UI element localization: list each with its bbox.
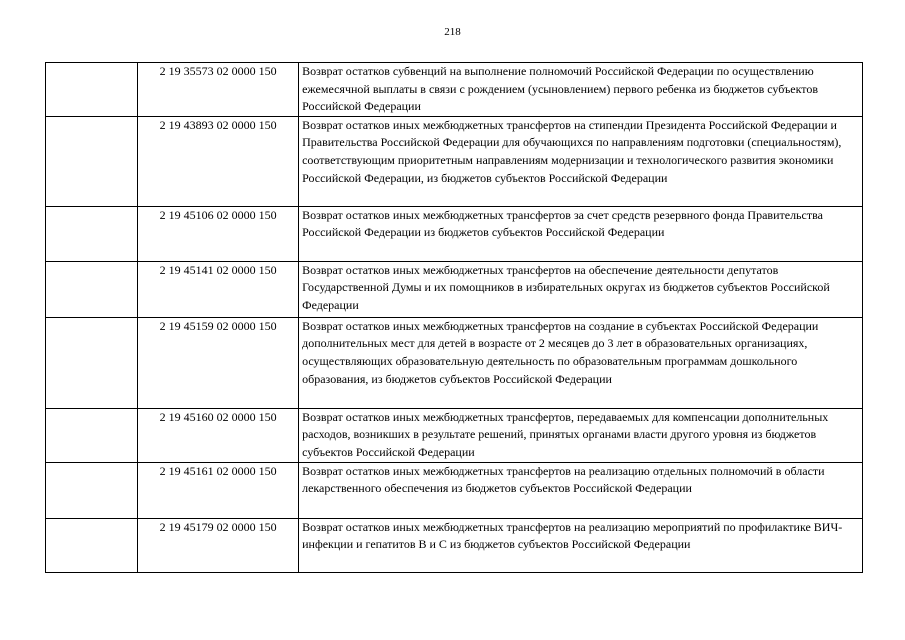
description-cell: Возврат остатков иных межбюджетных трансфертов на обеспечение деятельности депутатов Государственной Думы и их помощников в избирательных округах из бюджетов субъектов Российской Федерации [299, 261, 863, 317]
description-cell: Возврат остатков субвенций на выполнение полномочий Российской Федерации по осуществлению ежемесячной выплаты в связи с рождением (усыновлением) первого ребенка из бюджетов субъектов Российской Федерации [299, 63, 863, 117]
budget-code-table [45, 62, 863, 573]
table-row [46, 408, 863, 462]
table-row [46, 462, 863, 518]
budget-code-cell: 2 19 45160 02 0000 150 [138, 408, 299, 462]
description-cell: Возврат остатков иных межбюджетных трансфертов на реализацию мероприятий по профилактике ВИЧ-инфекции и гепатитов B и C из бюджетов субъектов Российской Федерации [299, 518, 863, 572]
table-row [46, 206, 863, 261]
empty-cell [46, 261, 138, 317]
budget-code-cell: 2 19 43893 02 0000 150 [138, 116, 299, 206]
description-cell: Возврат остатков иных межбюджетных трансфертов, передаваемых для компенсации дополнительных расходов, возникших в результате решений, принятых органами власти другого уровня из бюджетов субъектов Российской Федерации [299, 408, 863, 462]
table-row [46, 63, 863, 117]
empty-cell [46, 63, 138, 117]
empty-cell [46, 317, 138, 408]
empty-cell [46, 206, 138, 261]
budget-code-cell: 2 19 35573 02 0000 150 [138, 63, 299, 117]
empty-cell [46, 462, 138, 518]
budget-code-cell: 2 19 45141 02 0000 150 [138, 261, 299, 317]
budget-code-cell: 2 19 45106 02 0000 150 [138, 206, 299, 261]
empty-cell [46, 408, 138, 462]
empty-cell [46, 116, 138, 206]
table-row [46, 317, 863, 408]
description-cell: Возврат остатков иных межбюджетных трансфертов за счет средств резервного фонда Правительства Российской Федерации из бюджетов субъектов Российской Федерации [299, 206, 863, 261]
page-number: 218 [444, 26, 461, 38]
description-cell: Возврат остатков иных межбюджетных трансфертов на стипендии Президента Российской Федерации и Правительства Российской Федерации для обучающихся по направлениям подготовки (специальностям), соответствующим приоритетным направлениям модернизации и технологического развития экономики Российской Федерации, из бюджетов субъектов Российской Федерации [299, 116, 863, 206]
description-cell: Возврат остатков иных межбюджетных трансфертов на создание в субъектах Российской Федерации дополнительных мест для детей в возрасте от 2 месяцев до 3 лет в образовательных организациях, осуществляющих образовательную деятельность по образовательным программам дошкольного образования, из бюджетов субъектов Российской Федерации [299, 317, 863, 408]
budget-code-cell: 2 19 45159 02 0000 150 [138, 317, 299, 408]
budget-code-cell: 2 19 45161 02 0000 150 [138, 462, 299, 518]
table-row [46, 116, 863, 206]
table-row [46, 261, 863, 317]
description-cell: Возврат остатков иных межбюджетных трансфертов на реализацию отдельных полномочий в области лекарственного обеспечения из бюджетов субъектов Российской Федерации [299, 462, 863, 518]
empty-cell [46, 518, 138, 572]
table-row [46, 518, 863, 572]
budget-code-cell: 2 19 45179 02 0000 150 [138, 518, 299, 572]
